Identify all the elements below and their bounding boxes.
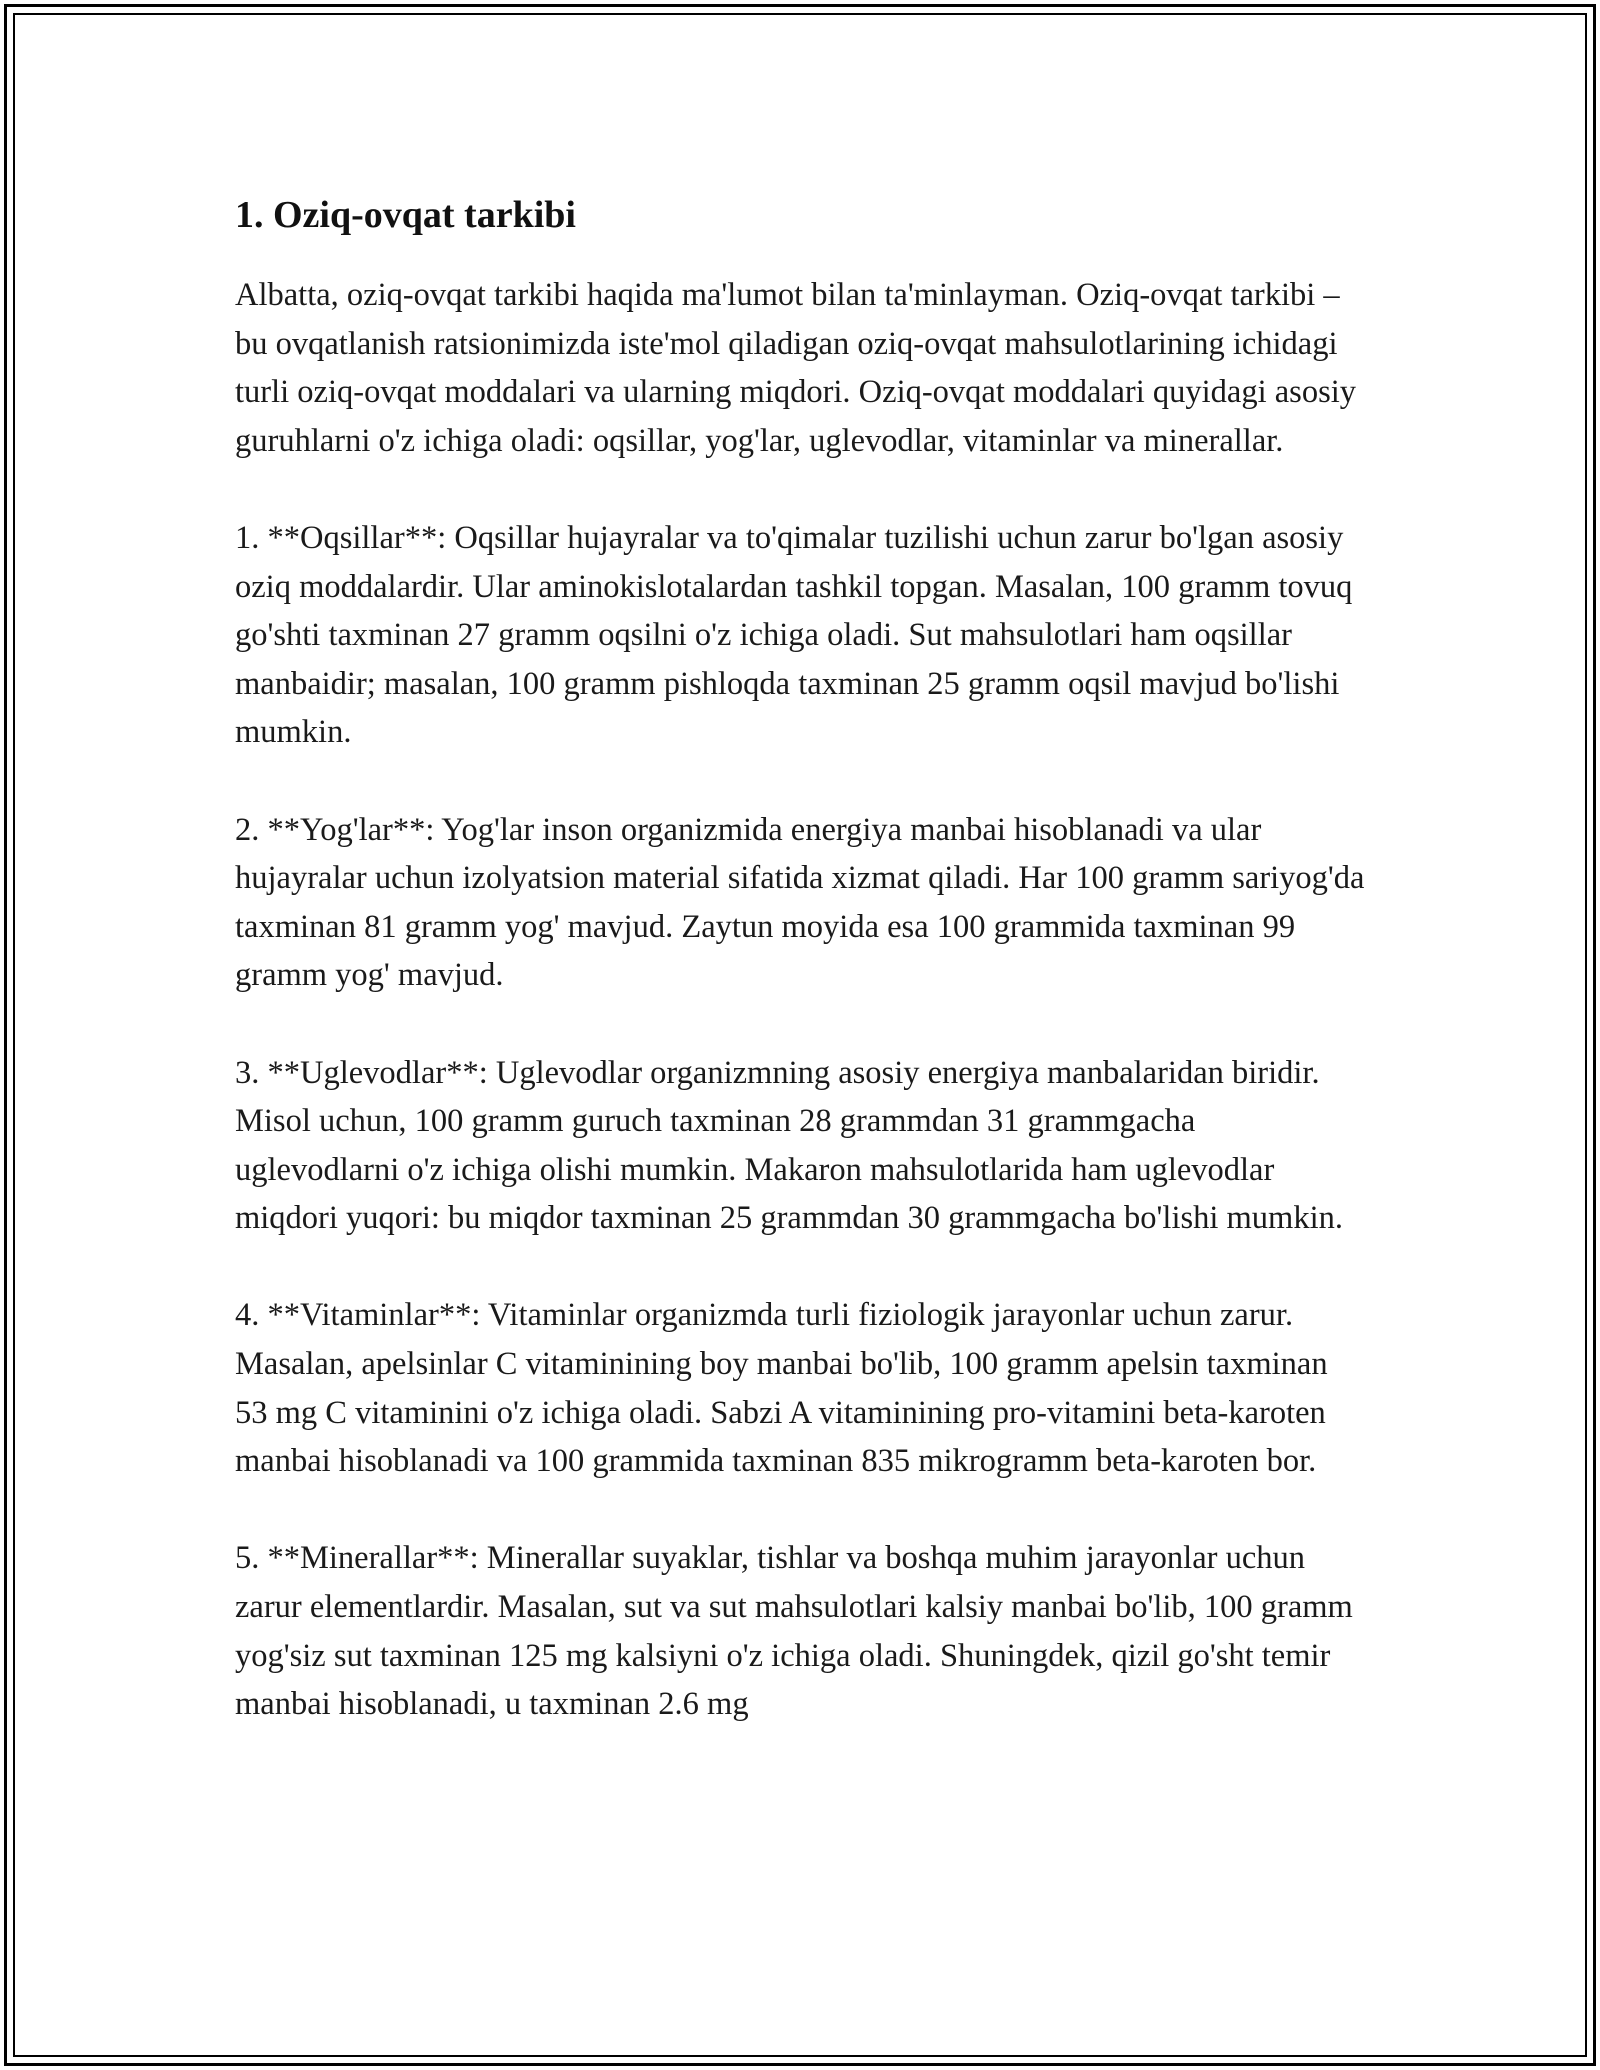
intro-paragraph: Albatta, oziq-ovqat tarkibi haqida ma'lumot bilan ta'minlayman. Oziq-ovqat tarkibi – bu ovqatlanish ratsionimizda iste'mol qiladigan oziq-ovqat mahsulotlarining ichidagi turli oziq-ovqat moddalari va ularning miqdori. Oziq-ovqat moddalari quyidagi asosiy guruhlarni o'z ichiga oladi: oqsillar, yog'lar, uglevodlar, vitaminlar va minerallar. [235,277,1356,459]
minerals-paragraph: 5. **Minerallar**: Minerallar suyaklar, tishlar va boshqa muhim jarayonlar uchun zarur elementlardir. Masalan, sut va sut mahsulotlari kalsiy manbai bo'lib, 100 gramm yog'siz sut taxminan 125 mg kalsiyni o'z ichiga oladi. Shuningdek, qizil go'sht temir manbai hisoblanadi, u taxminan 2.6 mg [235,1540,1353,1723]
proteins-paragraph: 1. **Oqsillar**: Oqsillar hujayralar va to'qimalar tuzilishi uchun zarur bo'lgan asosiy oziq moddalardir. Ular aminokislotalardan tashkil topgan. Masalan, 100 gramm tovuq go'shti taxminan 27 gramm oqsilni o'z ichiga oladi. Sut mahsulotlari ham oqsillar manbaidir; masalan, 100 gramm pishloqda taxminan 25 gramm oqsil mavjud bo'lishi mumkin. [235,519,1353,751]
section-title: 1. Oziq-ovqat tarkibi [235,194,576,236]
vitamins-paragraph: 4. **Vitaminlar**: Vitaminlar organizmda turli fiziologik jarayonlar uchun zarur. Masalan, apelsinlar C vitaminining boy manbai bo'lib, 100 gramm apelsin taxminan 53 mg C vitaminini o'z ichiga oladi. Sabzi A vitaminining pro-vitamini beta-karoten manbai hisoblanadi va 100 grammida taxminan 835 mikrogramm beta-karoten bor. [235,1297,1328,1480]
carbohydrates-paragraph: 3. **Uglevodlar**: Uglevodlar organizmning asosiy energiya manbalaridan biridir. Misol uchun, 100 gramm guruch taxminan 28 grammdan 31 grammgacha uglevodlarni o'z ichiga olishi mumkin. Makaron mahsulotlarida ham uglevodlar miqdori yuqori: bu miqdor taxminan 25 grammdan 30 grammgacha bo'lishi mumkin. [235,1054,1343,1237]
document-body [235,185,1365,1729]
fats-paragraph: 2. **Yog'lar**: Yog'lar inson organizmida energiya manbai hisoblanadi va ular hujayralar uchun izolyatsion material sifatida xizmat qiladi. Har 100 gramm sariyog'da taxminan 81 gramm yog' mavjud. Zaytun moyida esa 100 grammida taxminan 99 gramm yog' mavjud. [235,811,1365,994]
